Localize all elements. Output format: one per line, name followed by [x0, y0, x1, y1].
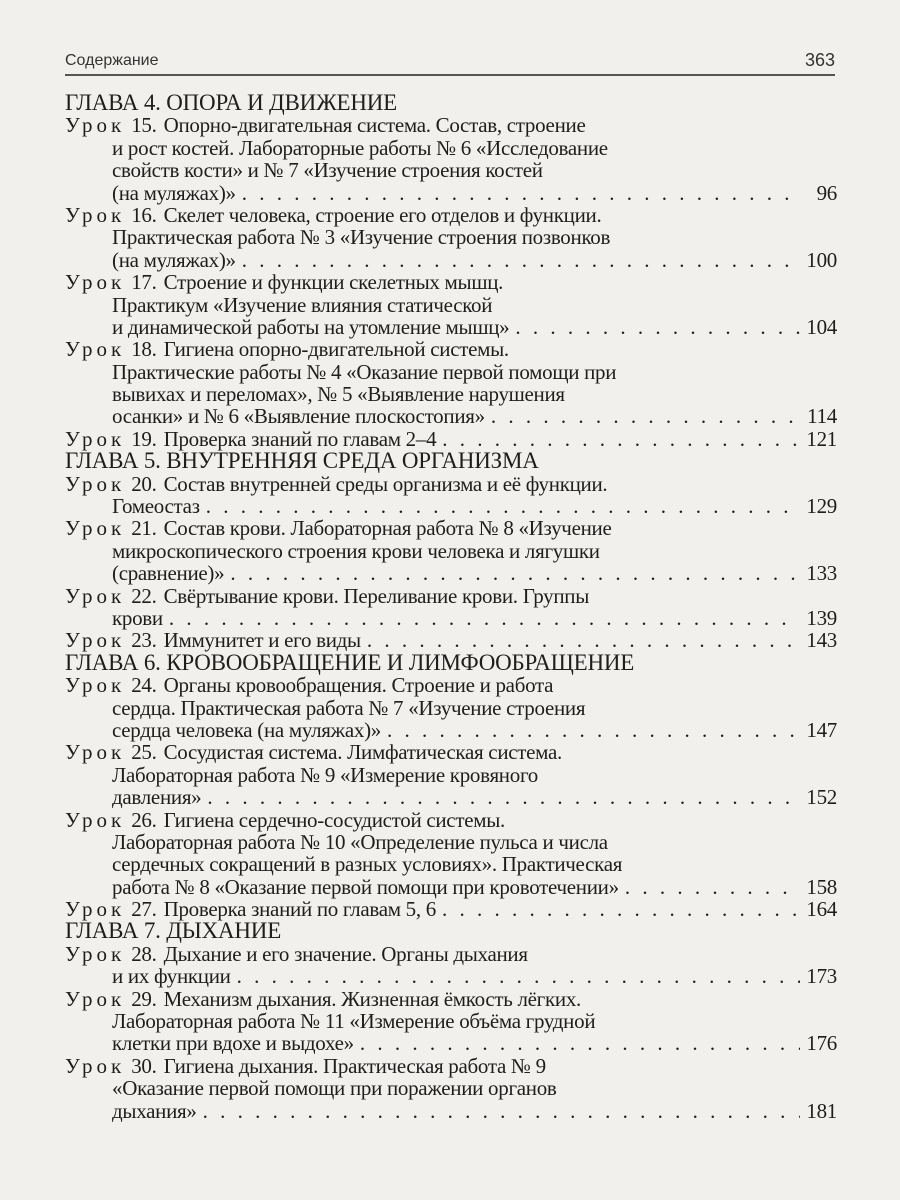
entry-line: [65, 159, 837, 181]
entry-text: Строение и функции скелетных мышц.: [163, 270, 504, 295]
entry-text: крови: [112, 605, 163, 630]
entry-line: [65, 338, 837, 360]
entry-line: [65, 853, 837, 875]
entry-line: [65, 204, 837, 226]
entry-line: [65, 607, 837, 629]
entry-page-number: 173: [806, 964, 837, 989]
lesson-word: Урок: [65, 628, 126, 653]
toc-entry[interactable]: [65, 988, 837, 1055]
chapter-section: [65, 920, 837, 1122]
lesson-word: Урок: [65, 986, 126, 1011]
entry-line: [65, 517, 837, 539]
entry-text: Органы кровообращения. Строение и работа: [163, 673, 554, 698]
lesson-number: 24.: [131, 673, 157, 698]
lesson-number: 20.: [131, 471, 157, 496]
dot-leader: [230, 562, 800, 584]
entry-line: [65, 1010, 837, 1032]
entry-page-number: 147: [806, 717, 837, 742]
entry-text: Гигиена опорно-двигательной системы.: [163, 337, 509, 362]
lesson-number: 16.: [131, 202, 157, 227]
entry-page-number: 181: [806, 1098, 837, 1123]
toc-entry[interactable]: [65, 809, 837, 899]
entry-text: Состав крови. Лабораторная работа № 8 «Изучение: [163, 516, 612, 541]
entry-text: давления»: [112, 785, 202, 810]
running-header: [65, 48, 835, 76]
entry-text: Практическая работа № 3 «Изучение строения позвонков: [112, 225, 611, 250]
entry-page-number: 129: [806, 494, 837, 519]
lesson-word: Урок: [65, 807, 126, 832]
entry-line: [65, 898, 837, 920]
entry-text: вывихах и переломах», № 5 «Выявление нарушения: [112, 382, 565, 407]
dot-leader: [169, 607, 801, 629]
entry-text: (на муляжах)»: [112, 247, 236, 272]
lesson-word: Урок: [65, 270, 126, 295]
toc-entry[interactable]: [65, 943, 837, 988]
entry-line: [65, 697, 837, 719]
entry-page-number: 176: [806, 1031, 837, 1056]
entry-line: [65, 943, 837, 965]
lesson-word: Урок: [65, 897, 126, 922]
lesson-number: 21.: [131, 516, 157, 541]
entry-text: дыхания»: [112, 1098, 197, 1123]
lesson-number: 26.: [131, 807, 157, 832]
lesson-word: Урок: [65, 202, 126, 227]
toc-entry[interactable]: [65, 629, 837, 651]
entry-text: сердца. Практическая работа № 7 «Изучение строения: [112, 695, 586, 720]
lesson-word: Урок: [65, 113, 126, 138]
lesson-word: Урок: [65, 673, 126, 698]
entry-text: микроскопического строения крови человека и лягушки: [112, 538, 600, 563]
dot-leader: [367, 629, 801, 651]
entry-text: Гомеостаз: [112, 494, 200, 519]
dot-leader: [360, 1032, 801, 1054]
chapter-heading: ГЛАВА 5. ВНУТРЕННЯЯ СРЕДА ОРГАНИЗМА: [65, 448, 539, 474]
entry-text: Иммунитет и его виды: [163, 628, 361, 653]
entry-text: Лабораторная работа № 9 «Измерение кровяного: [112, 762, 538, 787]
dot-leader: [207, 786, 800, 808]
entry-text: и рост костей. Лабораторные работы № 6 «Исследование: [112, 135, 608, 160]
entry-line: [65, 1100, 837, 1122]
entry-page-number: 121: [806, 426, 837, 451]
lesson-word: Урок: [65, 583, 126, 608]
entry-page-number: 104: [806, 314, 837, 339]
entry-line: [65, 405, 837, 427]
toc-entry[interactable]: [65, 473, 837, 518]
entry-text: Гигиена сердечно-сосудистой системы.: [163, 807, 505, 832]
dot-leader: [242, 249, 801, 271]
entry-text: Лабораторная работа № 10 «Определение пульса и числа: [112, 829, 608, 854]
toc-entry[interactable]: [65, 741, 837, 808]
entry-line: [65, 988, 837, 1010]
entry-text: Гигиена дыхания. Практическая работа № 9: [163, 1053, 546, 1078]
entry-text: свойств кости» и № 7 «Изучение строения костей: [112, 158, 543, 183]
entry-text: Сосудистая система. Лимфатическая система.: [163, 740, 563, 765]
toc-entry[interactable]: [65, 585, 837, 630]
dot-leader: [442, 428, 800, 450]
entry-text: Свёртывание крови. Переливание крови. Группы: [163, 583, 590, 608]
entry-line: [65, 1077, 837, 1099]
dot-leader: [206, 495, 801, 517]
entry-line: [65, 965, 837, 987]
chapter-section: [65, 450, 837, 652]
toc-entry[interactable]: [65, 204, 837, 271]
entry-line: [65, 786, 837, 808]
toc-entry[interactable]: [65, 271, 837, 338]
running-header-title: Содержание: [65, 52, 159, 69]
entry-text: сердечных сокращений в разных условиях». Практическая: [112, 852, 623, 877]
entry-page-number: 143: [806, 628, 837, 653]
dot-leader: [491, 405, 801, 427]
toc-entry[interactable]: [65, 674, 837, 741]
lesson-word: Урок: [65, 426, 126, 451]
dot-leader: [515, 316, 800, 338]
entry-page-number: 164: [806, 897, 837, 922]
page-number: 363: [804, 50, 835, 70]
entry-page-number: 158: [806, 874, 837, 899]
chapter-heading: ГЛАВА 7. ДЫХАНИЕ: [65, 918, 282, 944]
entry-line: [65, 316, 837, 338]
entry-line: [65, 1055, 837, 1077]
lesson-word: Урок: [65, 941, 126, 966]
entry-text: Практические работы № 4 «Оказание первой помощи при: [112, 359, 617, 384]
entry-text: осанки» и № 6 «Выявление плоскостопия»: [112, 404, 485, 429]
lesson-number: 23.: [131, 628, 157, 653]
dot-leader: [625, 876, 801, 898]
toc-entry[interactable]: [65, 898, 837, 920]
chapter-section: [65, 649, 837, 922]
entry-text: сердца человека (на муляжах)»: [112, 717, 381, 742]
entry-page-number: 152: [806, 785, 837, 810]
dot-leader: [387, 719, 800, 741]
entry-line: [65, 585, 837, 607]
table-of-contents: [65, 92, 837, 1122]
entry-page-number: 100: [806, 247, 837, 272]
entry-text: Механизм дыхания. Жизненная ёмкость лёгких.: [163, 986, 581, 1011]
entry-line: [65, 1032, 837, 1054]
entry-line: [65, 383, 837, 405]
lesson-number: 28.: [131, 941, 157, 966]
chapter-heading: ГЛАВА 4. ОПОРА И ДВИЖЕНИЕ: [65, 90, 397, 115]
lesson-number: 30.: [131, 1053, 157, 1078]
entry-text: Практикум «Изучение влияния статической: [112, 292, 493, 317]
toc-entry[interactable]: [65, 428, 837, 450]
entry-line: [65, 114, 837, 136]
entry-text: Лабораторная работа № 11 «Измерение объёма грудной: [112, 1009, 596, 1034]
entry-line: [65, 249, 837, 271]
entry-text: «Оказание первой помощи при поражении органов: [112, 1076, 557, 1101]
entry-text: работа № 8 «Оказание первой помощи при кровотечении»: [112, 874, 619, 899]
entry-line: [65, 719, 837, 741]
entry-line: [65, 495, 837, 517]
lesson-number: 22.: [131, 583, 157, 608]
toc-entry[interactable]: [65, 114, 837, 204]
lesson-word: Урок: [65, 337, 126, 362]
entry-line: [65, 182, 837, 204]
lesson-number: 29.: [131, 986, 157, 1011]
lesson-number: 18.: [131, 337, 157, 362]
entry-line: [65, 629, 837, 651]
entry-text: Проверка знаний по главам 2–4: [163, 426, 437, 451]
entry-page-number: 139: [806, 605, 837, 630]
entry-line: [65, 831, 837, 853]
entry-line: [65, 876, 837, 898]
chapter-section: [65, 92, 837, 450]
toc-entry[interactable]: [65, 1055, 837, 1122]
entry-line: [65, 361, 837, 383]
entry-line: [65, 540, 837, 562]
entry-line: [65, 294, 837, 316]
entry-line: [65, 137, 837, 159]
lesson-number: 19.: [131, 426, 157, 451]
entry-line: [65, 226, 837, 248]
entry-page-number: 133: [806, 561, 837, 586]
chapter-heading: ГЛАВА 6. КРОВООБРАЩЕНИЕ И ЛИМФООБРАЩЕНИЕ: [65, 649, 635, 675]
entry-line: [65, 764, 837, 786]
entry-text: Скелет человека, строение его отделов и функции.: [163, 202, 602, 227]
lesson-number: 15.: [131, 113, 157, 138]
entry-line: [65, 473, 837, 495]
toc-entry[interactable]: [65, 517, 837, 584]
lesson-number: 25.: [131, 740, 157, 765]
entry-text: клетки при вдохе и выдохе»: [112, 1031, 354, 1056]
lesson-word: Урок: [65, 471, 126, 496]
entry-page-number: 114: [807, 404, 837, 429]
dot-leader: [237, 965, 801, 987]
entry-text: Дыхание и его значение. Органы дыхания: [163, 941, 528, 966]
lesson-word: Урок: [65, 740, 126, 765]
entry-page-number: 96: [816, 180, 837, 205]
dot-leader: [242, 182, 801, 204]
lesson-word: Урок: [65, 516, 126, 541]
toc-entry[interactable]: [65, 338, 837, 428]
dot-leader: [442, 898, 800, 920]
entry-text: и динамической работы на утомление мышц»: [112, 314, 510, 339]
entry-line: [65, 428, 837, 450]
entry-text: (сравнение)»: [112, 561, 225, 586]
entry-text: и их функции: [112, 964, 231, 989]
entry-text: Проверка знаний по главам 5, 6: [163, 897, 436, 922]
entry-text: Состав внутренней среды организма и её функции.: [163, 471, 608, 496]
dot-leader: [203, 1100, 801, 1122]
entry-text: Опорно-двигательная система. Состав, строение: [163, 113, 586, 138]
lesson-number: 17.: [131, 270, 157, 295]
entry-line: [65, 562, 837, 584]
entry-text: (на муляжах)»: [112, 180, 236, 205]
lesson-word: Урок: [65, 1053, 126, 1078]
entry-line: [65, 741, 837, 763]
entry-line: [65, 809, 837, 831]
entry-line: [65, 271, 837, 293]
entry-line: [65, 674, 837, 696]
lesson-number: 27.: [131, 897, 157, 922]
